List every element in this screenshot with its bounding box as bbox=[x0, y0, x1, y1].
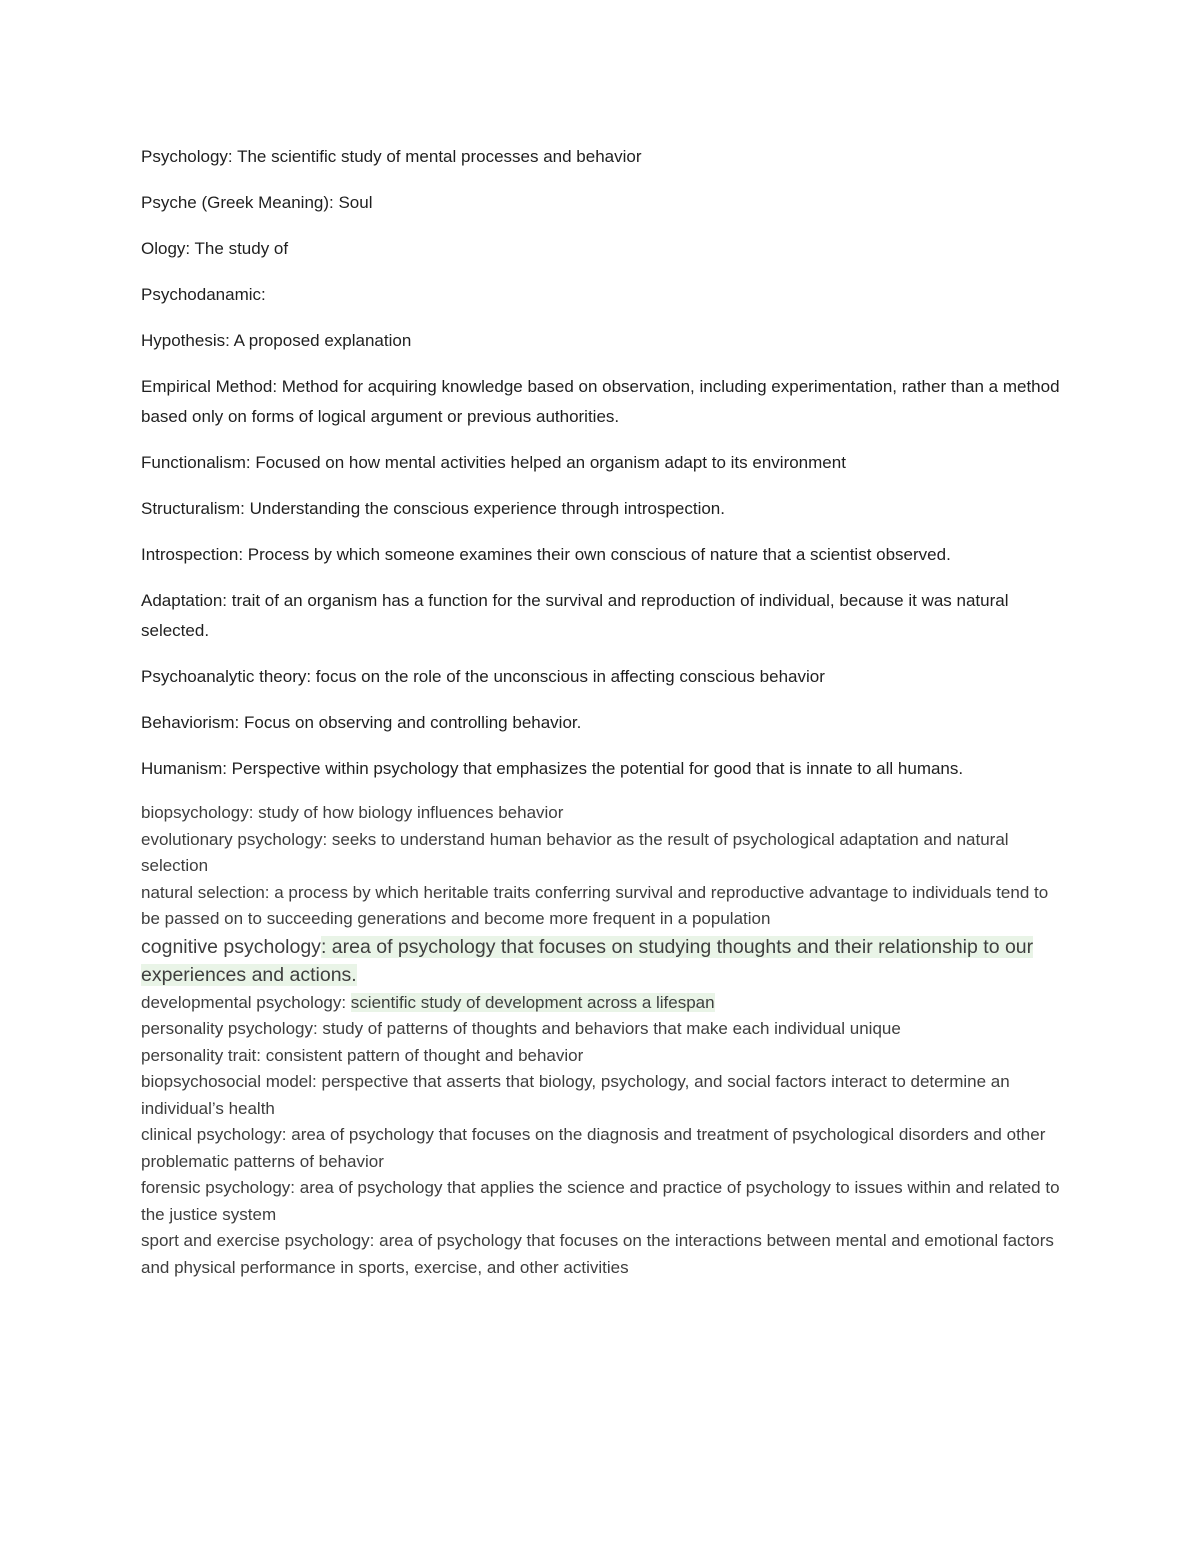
glossary-developmental-psychology bbox=[141, 990, 1061, 1017]
glossary-developmental-definition-highlighted: scientific study of development across a lifespan bbox=[350, 992, 715, 1012]
definition-functionalism: Functionalism: Focused on how mental activities helped an organism adapt to its environment bbox=[141, 453, 846, 472]
glossary-evolutionary-psychology: evolutionary psychology: seeks to understand human behavior as the result of psychological adaptation and natural selection bbox=[141, 829, 1009, 875]
definition-ology: Ology: The study of bbox=[141, 239, 289, 258]
definition-humanism: Humanism: Perspective within psychology that emphasizes the potential for good that is innate to all humans. bbox=[141, 759, 964, 778]
definition-behaviorism: Behaviorism: Focus on observing and controlling behavior. bbox=[141, 713, 582, 732]
glossary-natural-selection: natural selection: a process by which heritable traits conferring survival and reproductive advantage to individuals tend to be passed on to succeeding generations and become more frequent in a population bbox=[141, 882, 1049, 928]
glossary-forensic-psychology: forensic psychology: area of psychology that applies the science and practice of psychology to issues within and related to the justice system bbox=[141, 1178, 1060, 1224]
definition-psychoanalytic-theory: Psychoanalytic theory: focus on the role of the unconscious in affecting conscious behavior bbox=[141, 667, 825, 686]
glossary-cognitive-term: cognitive psychology bbox=[141, 935, 321, 958]
definition-hypothesis: Hypothesis: A proposed explanation bbox=[141, 331, 412, 350]
glossary-developmental-term: developmental psychology: bbox=[141, 992, 351, 1012]
glossary-sport-exercise-psychology: sport and exercise psychology: area of psychology that focuses on the interactions between mental and emotional factors and physical performance in sports, exercise, and other activities bbox=[141, 1231, 1054, 1277]
definition-introspection: Introspection: Process by which someone examines their own conscious of nature that a scientist observed. bbox=[141, 545, 951, 564]
definition-psychodanamic: Psychodanamic: bbox=[141, 285, 266, 304]
definition-structuralism: Structuralism: Understanding the conscious experience through introspection. bbox=[141, 499, 725, 518]
definition-psychology: Psychology: The scientific study of mental processes and behavior bbox=[141, 147, 642, 166]
definition-adaptation: Adaptation: trait of an organism has a function for the survival and reproduction of individual, because it was natural selected. bbox=[141, 591, 1009, 640]
glossary-cognitive-psychology bbox=[141, 933, 1061, 990]
glossary-personality-psychology: personality psychology: study of patterns of thoughts and behaviors that make each individual unique bbox=[141, 1019, 901, 1038]
document-body bbox=[141, 142, 1061, 1281]
glossary-biopsychosocial-model: biopsychosocial model: perspective that asserts that biology, psychology, and social factors interact to determine an individual’s health bbox=[141, 1072, 1010, 1118]
glossary-personality-trait: personality trait: consistent pattern of thought and behavior bbox=[141, 1045, 584, 1065]
definition-psyche: Psyche (Greek Meaning): Soul bbox=[141, 193, 373, 212]
glossary-clinical-psychology: clinical psychology: area of psychology that focuses on the diagnosis and treatment of psychological disorders and other problematic patterns of behavior bbox=[141, 1125, 1046, 1171]
glossary-biopsychology: biopsychology: study of how biology influences behavior bbox=[141, 803, 564, 822]
glossary-cognitive-definition-highlighted: : area of psychology that focuses on studying thoughts and their relationship to our experiences and actions. bbox=[141, 935, 1034, 986]
definition-empirical-method: Empirical Method: Method for acquiring knowledge based on observation, including experimentation, rather than a method based only on forms of logical argument or previous authorities. bbox=[141, 377, 1060, 426]
glossary-list bbox=[141, 800, 1061, 1281]
